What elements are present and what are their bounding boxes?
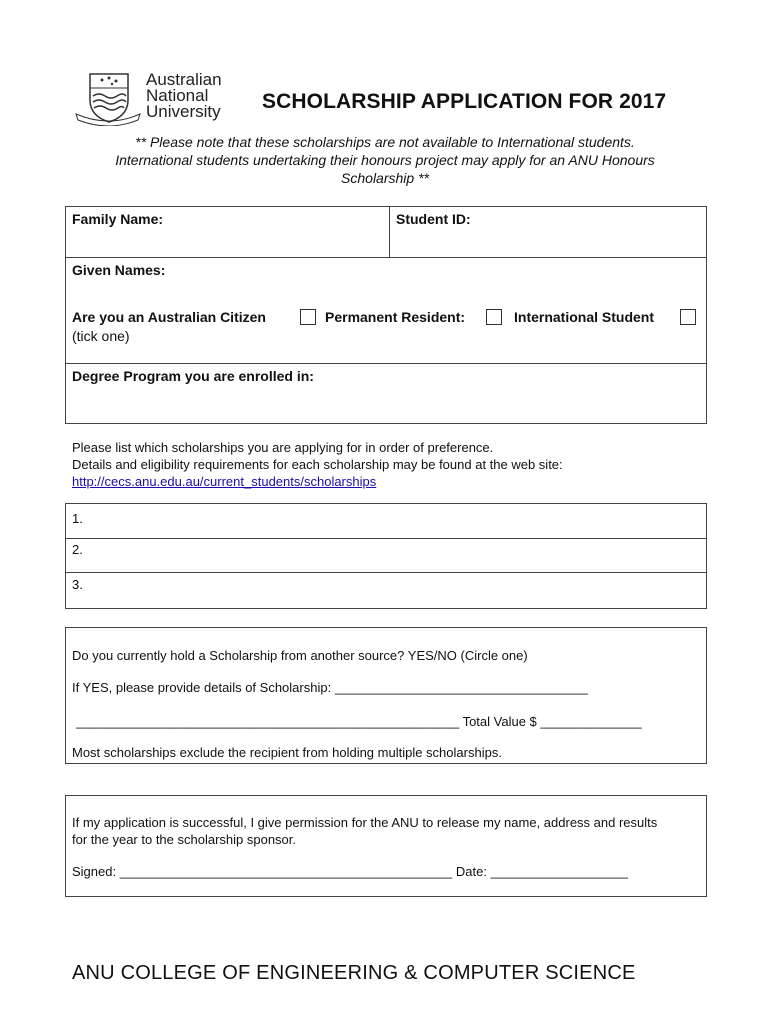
tick-one-hint: (tick one)	[72, 328, 130, 344]
permission-box	[65, 795, 707, 897]
other-scholarship-question: Do you currently hold a Scholarship from another source? YES/NO (Circle one)	[72, 648, 528, 663]
other-scholarship-box	[65, 627, 707, 764]
permanent-resident-label: Permanent Resident:	[325, 309, 466, 325]
college-footer: ANU COLLEGE OF ENGINEERING & COMPUTER SCIENCE	[72, 962, 636, 984]
preference-item[interactable]: 2.	[66, 539, 706, 573]
signature-date-line[interactable]: Signed: ______________________________________________ Date: ___________________	[72, 864, 628, 879]
scholarship-details-line[interactable]: If YES, please provide details of Scholarship: ___________________________________	[72, 680, 588, 695]
page-title: SCHOLARSHIP APPLICATION FOR 2017	[262, 90, 667, 113]
multiple-scholarships-note: Most scholarships exclude the recipient from holding multiple scholarships.	[72, 745, 502, 760]
residency-row	[66, 305, 706, 364]
total-value-line[interactable]: _____________________________________________________ Total Value $ ______________	[76, 714, 642, 729]
preference-item[interactable]: 3.	[72, 577, 83, 592]
citizen-label: Are you an Australian Citizen	[72, 309, 266, 325]
student-id-field[interactable]	[390, 207, 706, 258]
preference-item[interactable]: 1.	[66, 504, 706, 539]
logo-wordmark: Australian National University	[146, 70, 222, 121]
student-id-label: Student ID:	[396, 211, 471, 227]
citizen-checkbox[interactable]	[300, 309, 316, 325]
given-names-field[interactable]	[66, 258, 706, 305]
international-student-checkbox[interactable]	[680, 309, 696, 325]
family-name-label: Family Name:	[72, 211, 164, 227]
degree-program-label: Degree Program you are enrolled in:	[72, 368, 314, 384]
given-names-label: Given Names:	[72, 262, 166, 278]
preference-list	[65, 503, 707, 609]
anu-crest-icon	[72, 70, 142, 126]
scholarships-link[interactable]: http://cecs.anu.edu.au/current_students/scholarships	[72, 474, 377, 489]
eligibility-note: ** Please note that these scholarships are not available to International students. International students undertaking their honours project may apply for an ANU Honours Scholarship **	[115, 134, 655, 186]
international-student-label: International Student	[514, 309, 654, 325]
preference-instructions: Please list which scholarships you are applying for in order of preference. Details and eligibility requirements for each scholarship may be found at the web site: http://cecs.anu.edu.au/current_students/scholarships	[72, 440, 563, 489]
degree-program-field[interactable]	[66, 364, 706, 422]
permanent-resident-checkbox[interactable]	[486, 309, 502, 325]
applicant-details-box	[65, 206, 707, 424]
family-name-field[interactable]	[66, 207, 390, 258]
permission-text: If my application is successful, I give permission for the ANU to release my name, address and results for the year to the scholarship sponsor.	[72, 815, 658, 847]
